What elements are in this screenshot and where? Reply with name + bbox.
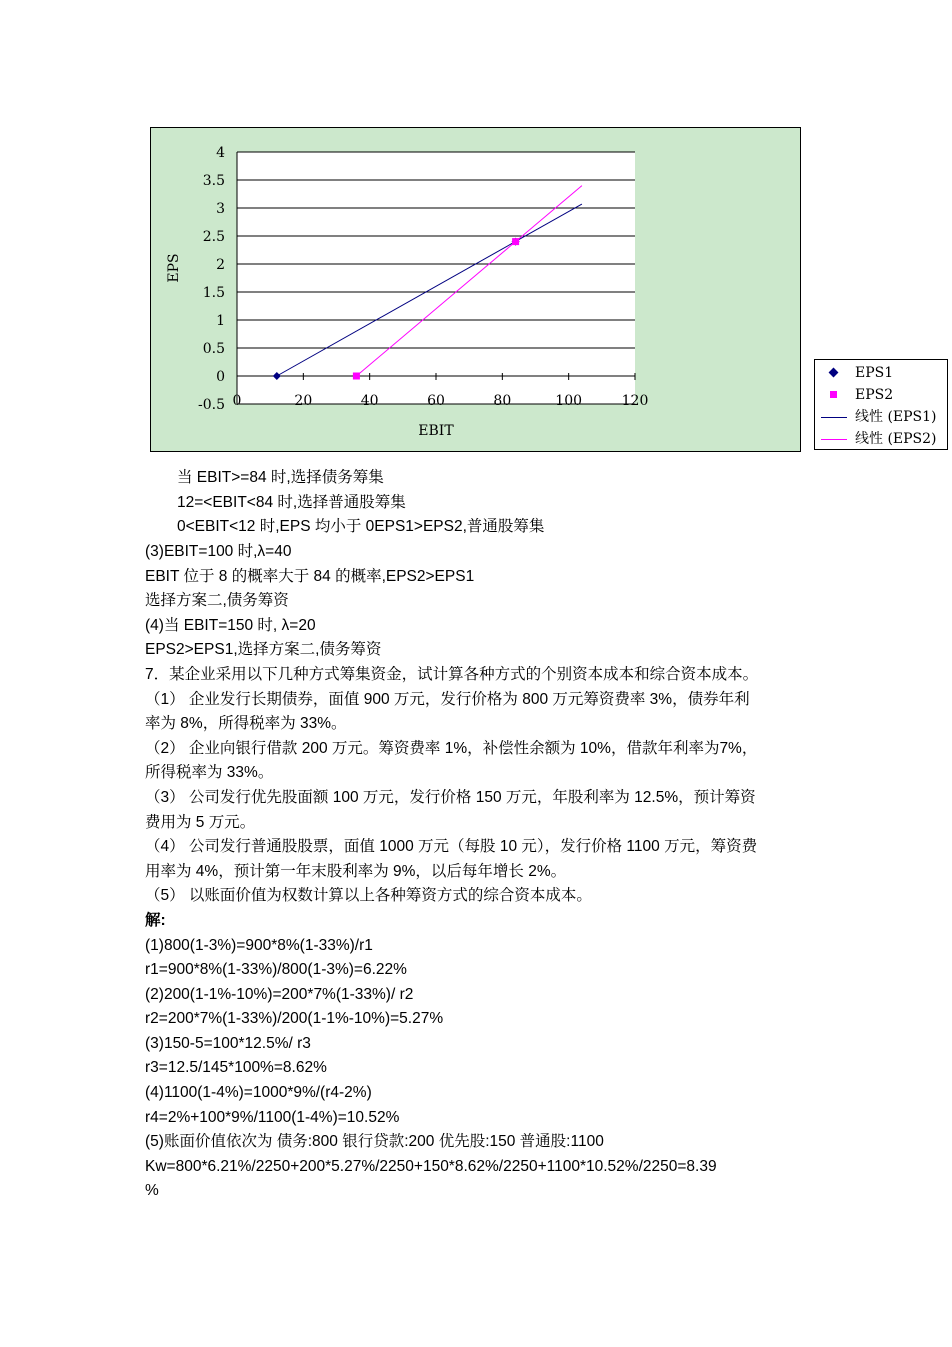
text-line: (3)EBIT=100 时,λ=40 xyxy=(145,543,292,560)
y-tick-label: 4 xyxy=(216,145,225,161)
text-line: 0<EBIT<12 时,EPS 均小于 0EPS1>EPS2,普通股筹集 xyxy=(177,518,545,536)
y-tick-label: 3 xyxy=(216,201,225,217)
y-tick-label: 3.5 xyxy=(202,173,225,189)
legend-swatch xyxy=(821,433,847,445)
eps2-point xyxy=(353,373,360,380)
y-tick-label: 1.5 xyxy=(202,285,225,301)
legend-label: EPS1 xyxy=(855,365,894,381)
y-tick-label: -0.5 xyxy=(198,397,225,413)
solution-line: Kw=800*6.21%/2250+200*5.27%/2250+150*8.62%/2250+1100*10.52%/2250=8.39 xyxy=(145,1157,717,1175)
solution-line: (2)200(1-1%-10%)=200*7%(1-33%)/ r2 xyxy=(145,985,414,1003)
text-line: 当 EBIT>=84 时,选择债务筹集 xyxy=(177,469,384,486)
y-axis-title: EPS xyxy=(166,253,182,283)
text-line: 选择方案二,债务筹资 xyxy=(145,592,289,610)
solution-line: r1=900*8%(1-33%)/800(1-3%)=6.22% xyxy=(145,961,407,979)
solution-line: (1)800(1-3%)=900*8%(1-33%)/r1 xyxy=(145,936,373,954)
legend-swatch xyxy=(821,367,847,379)
solution-line: (4)1100(1-4%)=1000*9%/(r4-2%) xyxy=(145,1084,372,1102)
legend-item xyxy=(821,406,937,428)
x-tick-label: 100 xyxy=(555,393,583,409)
legend-label: 线性 (EPS1) xyxy=(855,409,937,425)
text-line: 所得税率为 33%。 xyxy=(145,764,274,782)
text-line: 用率为 4%，预计第一年末股利率为 9%，以后每年增长 2%。 xyxy=(145,862,567,880)
solution-line: r3=12.5/145*100%=8.62% xyxy=(145,1059,327,1077)
analysis-text xyxy=(145,540,825,1204)
solution-line: (3)150-5=100*12.5%/ r3 xyxy=(145,1034,311,1052)
text-line: （2） 企业向银行借款 200 万元。筹资费率 1%，补偿性余额为 10%，借款年利率为7%， xyxy=(145,739,758,757)
text-line: （1） 企业发行长期债券，面值 900 万元，发行价格为 800 万元筹资费率 3%，债券年利 xyxy=(145,690,750,708)
x-tick-label: 120 xyxy=(621,393,649,409)
text-line: EBIT 位于 8 的概率大于 84 的概率,EPS2>EPS1 xyxy=(145,567,475,585)
problem-7-heading: 7．某企业采用以下几种方式筹集资金，试计算各种方式的个别资本成本和综合资本成本。 xyxy=(145,665,759,683)
plot-area xyxy=(237,152,635,404)
eps2-point xyxy=(512,238,519,245)
x-tick-label: 0 xyxy=(232,393,242,409)
legend-label: EPS2 xyxy=(855,387,894,403)
legend-label: 线性 (EPS2) xyxy=(855,431,937,447)
text-line: （3） 公司发行优先股面额 100 万元，发行价格 150 万元，年股利率为 12.5%，预计筹资 xyxy=(145,788,756,806)
solution-line: r2=200*7%(1-33%)/200(1-1%-10%)=5.27% xyxy=(145,1010,444,1028)
chart-legend xyxy=(814,359,948,450)
legend-swatch xyxy=(821,411,847,423)
legend-item xyxy=(821,362,893,384)
text-line: （4） 公司发行普通股股票，面值 1000 万元（每股 10 元），发行价格 1100 万元，筹资费 xyxy=(145,838,758,856)
y-tick-label: 2.5 xyxy=(202,229,225,245)
text-line: 率为 8%，所得税率为 33%。 xyxy=(145,715,347,733)
solution-heading: 解: xyxy=(145,911,166,929)
text-line: (4)当 EBIT=150 时, λ=20 xyxy=(145,616,316,634)
x-tick-label: 20 xyxy=(294,393,313,409)
legend-swatch xyxy=(821,389,847,401)
y-tick-label: 0.5 xyxy=(202,341,225,357)
eps-ebit-chart xyxy=(150,127,937,452)
solution-line: r4=2%+100*9%/1100(1-4%)=10.52% xyxy=(145,1108,400,1126)
legend-item xyxy=(821,428,937,450)
text-line: EPS2>EPS1,选择方案二,债务筹资 xyxy=(145,641,382,659)
x-axis-title: EBIT xyxy=(418,423,454,439)
x-tick-label: 60 xyxy=(427,393,445,409)
x-tick-label: 40 xyxy=(360,393,379,409)
text-line: 12=<EBIT<84 时,选择普通股筹集 xyxy=(177,493,406,511)
y-tick-label: 1 xyxy=(216,313,225,329)
legend-item xyxy=(821,384,893,406)
solution-line: (5)账面价值依次为 债务:800 银行贷款:200 优先股:150 普通股:1100 xyxy=(145,1133,604,1151)
x-tick-label: 80 xyxy=(493,393,512,409)
y-tick-label: 2 xyxy=(216,257,225,273)
y-tick-label: 0 xyxy=(216,369,225,385)
chart-plot xyxy=(151,128,802,453)
text-line: （5） 以账面价值为权数计算以上各种筹资方式的综合资本成本。 xyxy=(145,887,592,905)
decision-rules xyxy=(145,466,825,540)
solution-line: % xyxy=(145,1182,159,1200)
text-line: 费用为 5 万元。 xyxy=(145,813,256,831)
